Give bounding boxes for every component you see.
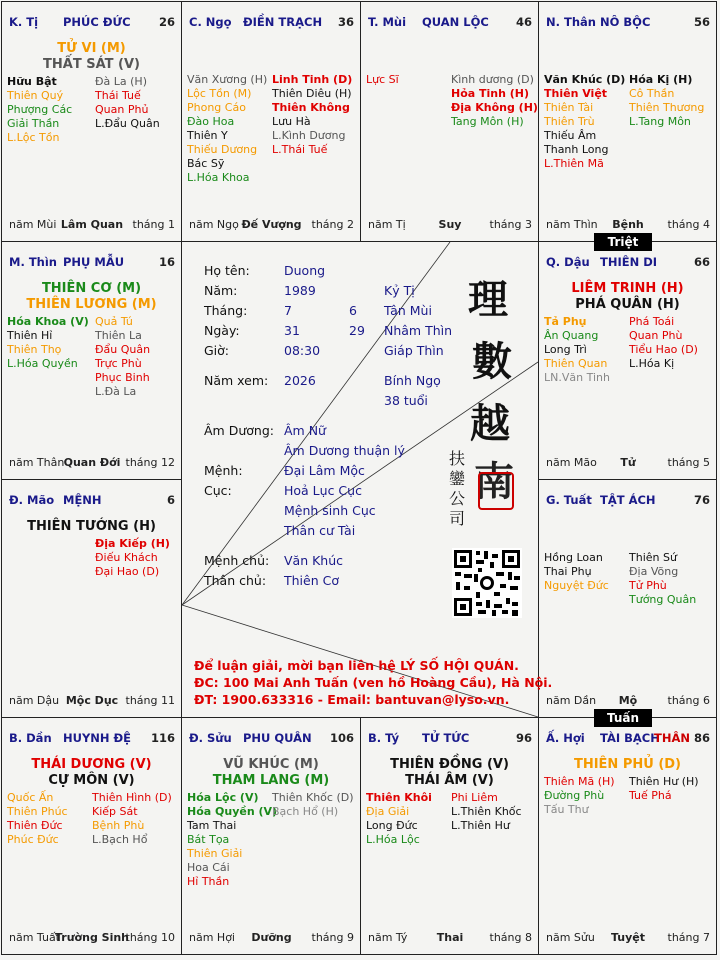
minor-star: Hữu Bật xyxy=(7,75,57,88)
cuc-value: Hoả Lục Cục xyxy=(284,483,362,498)
minor-star: Thiên Không xyxy=(272,101,350,114)
minor-star: Lộc Tồn (M) xyxy=(187,87,252,100)
palace-branch: Đ. Sửu xyxy=(189,731,232,745)
footer-stage: Mộc Dục xyxy=(65,694,119,707)
footer-year: năm Ngọ xyxy=(189,218,239,231)
palace-branch: M. Thìn xyxy=(9,255,57,269)
minor-star: Địa Kiếp (H) xyxy=(95,537,170,550)
minor-star: Đường Phù xyxy=(544,789,605,802)
minor-star: Đào Hoa xyxy=(187,115,235,128)
right-stars xyxy=(629,73,704,129)
minor-star: Thai Phụ xyxy=(544,565,592,578)
hour-value: 08:30 xyxy=(284,343,321,358)
minor-star: Điếu Khách xyxy=(95,551,158,564)
minor-star: Thiên Hình (D) xyxy=(92,791,172,804)
footer-month: tháng 11 xyxy=(125,694,175,707)
right-stars xyxy=(629,775,699,803)
palace-branch: B. Tý xyxy=(368,731,400,745)
year-label: Năm: xyxy=(204,283,238,298)
main-star: VŨ KHÚC (M) xyxy=(223,757,319,772)
minor-star: Tam Thai xyxy=(187,819,237,832)
palace-number: 116 xyxy=(150,731,175,745)
cuc-note-1: Mệnh sinh Cục xyxy=(284,503,376,518)
palace-name: QUAN LỘC xyxy=(422,15,489,29)
minor-star: Lực Sĩ xyxy=(366,73,399,86)
minor-star: Phi Liêm xyxy=(451,791,498,804)
palace-header xyxy=(546,15,710,29)
minor-star: Hóa Quyền (V) xyxy=(187,805,278,818)
palace-dan[interactable] xyxy=(2,718,181,954)
palace-number: 76 xyxy=(693,493,710,507)
day-can: Nhâm Thìn xyxy=(384,323,453,338)
main-star: THÁI ÂM (V) xyxy=(405,773,494,788)
minor-star: Tuế Phá xyxy=(629,789,672,802)
footer-year: năm Mão xyxy=(546,456,597,469)
minor-star: L.Bạch Hổ xyxy=(92,833,148,846)
contact-line-1: Để luận giải, mời bạn liên hệ LÝ SỐ HỘI QUÁN. xyxy=(194,658,519,673)
footer-stage: Mộ xyxy=(618,694,638,707)
minor-star: Cô Thần xyxy=(629,87,675,100)
view-year-value: 2026 xyxy=(284,373,316,388)
day-label: Ngày: xyxy=(204,323,240,338)
palace-header xyxy=(189,15,354,29)
calligraphy-char-1: 理 xyxy=(468,276,508,323)
palace-branch: Q. Dậu xyxy=(546,255,590,269)
palace-header xyxy=(546,255,710,269)
minor-star: Văn Xương (H) xyxy=(187,73,268,86)
minor-star: L.Thiên Hư xyxy=(451,819,510,832)
minor-star: Văn Khúc (D) xyxy=(544,73,626,86)
amduong-note: Âm Dương thuận lý xyxy=(284,443,405,458)
footer-month: tháng 2 xyxy=(311,218,354,231)
minor-star: Thiên Y xyxy=(187,129,228,142)
footer-stage: Suy xyxy=(438,218,462,231)
palace-footer xyxy=(9,218,175,231)
palace-branch: C. Ngọ xyxy=(189,15,232,29)
palace-header xyxy=(9,731,175,745)
minor-star: Quan Phù xyxy=(629,329,683,342)
main-star: THIÊN PHỦ (D) xyxy=(573,757,682,772)
minor-star: Thiên Đức xyxy=(7,819,63,832)
footer-month: tháng 4 xyxy=(667,218,710,231)
left-stars xyxy=(7,315,89,371)
minor-star: L.Hóa Khoa xyxy=(187,171,250,184)
palace-number: 66 xyxy=(693,255,710,269)
footer-year: năm Hợi xyxy=(189,931,235,944)
footer-month: tháng 1 xyxy=(132,218,175,231)
minor-star: Hỉ Thần xyxy=(187,875,230,888)
footer-stage: Lâm Quan xyxy=(60,218,124,231)
amduong-value: Âm Nữ xyxy=(284,423,326,438)
minor-star: Hồng Loan xyxy=(544,551,603,564)
minor-star: Nguyệt Đức xyxy=(544,579,609,592)
minor-star: L.Thiên Khốc xyxy=(451,805,522,818)
calligraphy-char-2: 數 xyxy=(472,338,512,385)
footer-month: tháng 9 xyxy=(311,931,354,944)
minor-star: Bát Tọa xyxy=(187,833,230,846)
minor-star: L.Hóa Kị xyxy=(629,357,675,370)
palace-footer xyxy=(546,931,710,944)
menhchu-value: Văn Khúc xyxy=(284,553,344,568)
contact-address: ĐC: 100 Mai Anh Tuấn (ven hồ Hoàng Cầu), Hà Nội. xyxy=(194,675,553,690)
right-stars xyxy=(629,551,696,607)
right-stars xyxy=(451,791,522,833)
palace-mui[interactable] xyxy=(361,2,538,241)
minor-star: Phục Binh xyxy=(95,371,150,384)
footer-stage: Tử xyxy=(620,456,636,469)
palace-footer xyxy=(546,456,710,469)
right-stars xyxy=(95,315,150,399)
palace-dau[interactable] xyxy=(539,242,716,479)
palace-footer xyxy=(368,218,532,231)
palace-ngo[interactable] xyxy=(182,2,360,241)
footer-month: tháng 3 xyxy=(489,218,532,231)
minor-star: Thiên Sứ xyxy=(629,551,677,564)
minor-star: Thiên Thọ xyxy=(7,343,62,356)
right-stars xyxy=(629,315,698,371)
footer-year: năm Thân xyxy=(9,456,65,469)
minor-star: Thiên Mã (H) xyxy=(544,775,615,788)
month-can: Tân Mùi xyxy=(384,303,432,318)
day-lunar: 29 xyxy=(349,323,365,338)
name-value: Duong xyxy=(284,263,326,278)
footer-stage: Thai xyxy=(436,931,464,944)
seal-char-4: 司 xyxy=(449,509,466,528)
right-stars xyxy=(272,73,352,157)
right-stars xyxy=(92,791,172,847)
footer-stage: Trường Sinh xyxy=(55,931,129,944)
minor-star: Bệnh Phù xyxy=(92,819,145,832)
minor-star: Kiếp Sát xyxy=(92,805,138,818)
palace-name: TỬ TỨC xyxy=(422,731,470,745)
view-year-can: Bính Ngọ xyxy=(384,373,441,388)
minor-star: Lưu Hà xyxy=(272,115,311,128)
minor-star: L.Thiên Mã xyxy=(544,157,604,170)
age-value: 38 tuổi xyxy=(384,393,428,408)
palace-footer xyxy=(189,931,354,944)
palace-footer xyxy=(189,218,354,231)
palace-name: ĐIỀN TRẠCH xyxy=(243,15,323,29)
year-can: Kỷ Tị xyxy=(384,283,415,298)
month-solar: 7 xyxy=(284,303,292,318)
minor-star: Linh Tinh (D) xyxy=(272,73,353,86)
minor-star: Bạch Hổ (H) xyxy=(272,805,339,818)
year-value: 1989 xyxy=(284,283,316,298)
palace-than[interactable] xyxy=(539,2,716,241)
palace-number: 26 xyxy=(158,15,175,29)
palace-number: 6 xyxy=(166,493,175,507)
calligraphy-char-4: 南 xyxy=(474,458,514,505)
footer-month: tháng 8 xyxy=(489,931,532,944)
minor-star: L.Lộc Tồn xyxy=(7,131,60,144)
menh-value: Đại Lâm Mộc xyxy=(284,463,365,478)
right-stars xyxy=(95,537,170,579)
minor-star: Hóa Kị (H) xyxy=(629,73,693,86)
palace-number: 106 xyxy=(329,731,354,745)
thanchu-label: Thân chủ: xyxy=(204,573,267,588)
menhchu-label: Mệnh chủ: xyxy=(204,553,270,568)
palace-name: PHÚC ĐỨC xyxy=(63,15,131,29)
main-star: THIÊN CƠ (M) xyxy=(41,281,142,296)
footer-stage: Bệnh xyxy=(612,218,644,231)
palace-ty[interactable] xyxy=(361,718,538,954)
footer-year: năm Mùi xyxy=(9,218,57,231)
minor-star: Long Đức xyxy=(366,819,418,832)
left-stars xyxy=(544,551,609,593)
right-stars xyxy=(451,73,538,129)
minor-star: Tử Phù xyxy=(629,579,667,592)
palace-header xyxy=(9,255,175,269)
seal-char-3: 公 xyxy=(449,489,466,508)
hour-can: Giáp Thìn xyxy=(384,343,444,358)
minor-star: Trực Phù xyxy=(95,357,142,370)
palace-footer xyxy=(546,218,710,231)
footer-year: năm Tý xyxy=(368,931,408,944)
main-star: LIÊM TRINH (H) xyxy=(571,281,684,296)
footer-stage: Đế Vượng xyxy=(241,218,302,231)
palace-header xyxy=(546,731,710,745)
footer-year: năm Thìn xyxy=(546,218,598,231)
palace-number: 96 xyxy=(515,731,532,745)
minor-star: Thiên Giải xyxy=(187,847,243,860)
palace-name: HUYNH ĐỆ xyxy=(63,731,132,745)
minor-star: Tấu Thư xyxy=(544,803,589,816)
minor-star: Phá Toái xyxy=(629,315,675,328)
minor-star: Ân Quang xyxy=(544,329,599,342)
calligraphy-char-3: 越 xyxy=(470,400,510,447)
palace-branch: N. Thân xyxy=(546,15,596,29)
hour-label: Giờ: xyxy=(204,343,230,358)
main-star: TỬ VI (M) xyxy=(57,41,126,56)
footer-stage: Dưỡng xyxy=(251,931,292,944)
palace-name: THIÊN DI xyxy=(600,255,658,269)
palace-number: 56 xyxy=(693,15,710,29)
palace-header xyxy=(9,15,175,29)
minor-star: Đà La (H) xyxy=(95,75,147,88)
palace-hoi[interactable] xyxy=(539,718,716,954)
left-stars xyxy=(544,73,625,171)
minor-star: Thiên Tài xyxy=(544,101,594,114)
left-stars xyxy=(544,315,610,385)
left-stars xyxy=(366,73,399,87)
palace-branch: T. Mùi xyxy=(368,15,407,29)
palace-footer xyxy=(546,694,710,707)
palace-branch: K. Tị xyxy=(9,15,39,29)
main-star: PHÁ QUÂN (H) xyxy=(575,297,680,312)
main-star: THIÊN TƯỚNG (H) xyxy=(27,519,156,534)
left-stars xyxy=(366,791,432,847)
footer-month: tháng 6 xyxy=(667,694,710,707)
palace-branch: G. Tuất xyxy=(546,493,592,507)
minor-star: Thiên Phúc xyxy=(7,805,68,818)
minor-star: Kình dương (D) xyxy=(451,73,534,86)
palace-thin[interactable] xyxy=(2,242,181,479)
seal-char-1: 扶 xyxy=(449,449,466,468)
minor-star: Phượng Các xyxy=(7,103,73,116)
minor-star: Phúc Đức xyxy=(7,833,59,846)
left-stars xyxy=(187,73,267,185)
palace-header xyxy=(368,15,532,29)
palace-name: TẬT ÁCH xyxy=(600,493,656,507)
minor-star: Thanh Long xyxy=(544,143,609,156)
minor-star: Thiên Thương xyxy=(629,101,705,114)
main-star: THẤT SÁT (V) xyxy=(43,57,140,72)
main-star: THIÊN LƯƠNG (M) xyxy=(26,297,157,312)
minor-star: Phong Cáo xyxy=(187,101,246,114)
footer-year: năm Tị xyxy=(368,218,406,231)
main-star: THAM LANG (M) xyxy=(212,773,330,788)
palace-header xyxy=(189,731,354,745)
footer-stage: Tuyệt xyxy=(610,931,645,944)
minor-star: Tiểu Hao (D) xyxy=(629,343,698,356)
than-marker: THÂN xyxy=(654,731,690,745)
palace-mao[interactable] xyxy=(2,480,181,717)
palace-tuat[interactable] xyxy=(539,480,716,717)
minor-star: Thiên Diêu (H) xyxy=(272,87,352,100)
minor-star: Thái Tuế xyxy=(95,89,141,102)
triet-badge: Triệt xyxy=(594,233,652,251)
palace-footer xyxy=(9,694,175,707)
minor-star: Thiên Quan xyxy=(544,357,608,370)
minor-star: L.Hóa Quyền xyxy=(7,357,78,370)
minor-star: Địa Giải xyxy=(366,805,410,818)
amduong-label: Âm Dương: xyxy=(204,423,274,438)
footer-month: tháng 5 xyxy=(667,456,710,469)
minor-star: Hoa Cái xyxy=(187,861,230,874)
minor-star: Đẩu Quân xyxy=(95,343,151,356)
footer-year: năm Tuất xyxy=(9,931,60,944)
palace-footer xyxy=(9,931,175,944)
minor-star: Hóa Lộc (V) xyxy=(187,791,259,804)
palace-footer xyxy=(368,931,532,944)
cuc-label: Cục: xyxy=(204,483,232,498)
minor-star: Tả Phụ xyxy=(544,315,587,328)
footer-month: tháng 7 xyxy=(667,931,710,944)
palace-branch: Đ. Mão xyxy=(9,493,55,507)
minor-star: Long Trì xyxy=(544,343,587,356)
footer-year: năm Dậu xyxy=(9,694,60,707)
palace-name: TÀI BẠCH xyxy=(600,731,660,745)
palace-name: PHU QUÂN xyxy=(243,731,312,745)
name-label: Họ tên: xyxy=(204,263,250,278)
footer-year: năm Dần xyxy=(546,694,597,707)
left-stars xyxy=(7,791,68,847)
palace-name: PHỤ MẪU xyxy=(63,255,125,269)
seal-char-2: 鑾 xyxy=(449,469,466,488)
palace-branch: Ấ. Hợi xyxy=(546,731,585,745)
main-star: CỰ MÔN (V) xyxy=(48,773,135,788)
thanchu-value: Thiên Cơ xyxy=(284,573,339,588)
menh-label: Mệnh: xyxy=(204,463,243,478)
palace-name: MỆNH xyxy=(63,493,102,507)
day-solar: 31 xyxy=(284,323,300,338)
footer-month: tháng 10 xyxy=(125,931,175,944)
main-star: THÁI DƯƠNG (V) xyxy=(31,757,152,772)
main-star: THIÊN ĐỒNG (V) xyxy=(390,757,509,772)
minor-star: Thiếu Âm xyxy=(544,129,597,142)
minor-star: Tướng Quân xyxy=(629,593,697,606)
minor-star: L.Đẩu Quân xyxy=(95,117,160,130)
palace-number: 16 xyxy=(158,255,175,269)
left-stars xyxy=(187,791,277,889)
palace-suu[interactable] xyxy=(182,718,360,954)
minor-star: Hỏa Tinh (H) xyxy=(451,87,530,100)
palace-footer xyxy=(9,456,175,469)
red-seal-icon xyxy=(478,472,514,510)
palace-header xyxy=(546,493,710,507)
minor-star: L.Kình Dương xyxy=(272,129,346,142)
minor-star: Thiên Việt xyxy=(544,87,608,100)
minor-star: Địa Võng xyxy=(629,565,679,578)
footer-month: tháng 12 xyxy=(125,456,175,469)
minor-star: Thiên Hư (H) xyxy=(629,775,699,788)
footer-stage: Quan Đới xyxy=(63,456,121,469)
minor-star: L.Tang Môn xyxy=(629,115,691,128)
tuan-badge: Tuấn xyxy=(594,709,652,727)
minor-star: L.Hóa Lộc xyxy=(366,833,420,846)
minor-star: L.Đà La xyxy=(95,385,137,398)
footer-year: năm Sửu xyxy=(546,931,595,944)
palace-header xyxy=(368,731,532,745)
palace-ti[interactable] xyxy=(2,2,181,241)
right-stars xyxy=(272,791,354,819)
minor-star: Thiên Khốc (D) xyxy=(272,791,354,804)
minor-star: Quốc Ấn xyxy=(7,791,54,804)
left-stars xyxy=(7,75,72,145)
minor-star: Giải Thần xyxy=(7,117,60,130)
minor-star: Thiên La xyxy=(95,329,142,342)
minor-star: Địa Không (H) xyxy=(451,101,538,114)
palace-branch: B. Dần xyxy=(9,731,52,745)
palace-number: 86 xyxy=(693,731,710,745)
palace-number: 46 xyxy=(515,15,532,29)
left-stars xyxy=(544,775,615,817)
palace-name: NÔ BỘC xyxy=(600,15,651,29)
minor-star: L.Thái Tuế xyxy=(272,143,328,156)
minor-star: Hóa Khoa (V) xyxy=(7,315,89,328)
minor-star: Thiên Quý xyxy=(7,89,64,102)
month-lunar: 6 xyxy=(349,303,357,318)
view-year-label: Năm xem: xyxy=(204,373,269,388)
minor-star: Tang Môn (H) xyxy=(451,115,524,128)
minor-star: Đại Hao (D) xyxy=(95,565,160,578)
palace-header xyxy=(9,493,175,507)
contact-phone-email[interactable]: ĐT: 1900.633316 - Email: bantuvan@lyso.vn. xyxy=(194,692,510,707)
month-label: Tháng: xyxy=(204,303,248,318)
minor-star: Quan Phủ xyxy=(95,103,149,116)
minor-star: LN.Văn Tinh xyxy=(544,371,610,384)
qr-code-icon[interactable] xyxy=(452,548,522,618)
minor-star: Quả Tú xyxy=(95,315,133,328)
minor-star: Thiếu Dương xyxy=(187,143,258,156)
minor-star: Thiên Khôi xyxy=(366,791,432,804)
minor-star: Thiên Trù xyxy=(544,115,595,128)
cuc-note-2: Thân cư Tài xyxy=(284,523,356,538)
palace-number: 36 xyxy=(337,15,354,29)
minor-star: Bác Sỹ xyxy=(187,157,225,170)
minor-star: Thiên Hỉ xyxy=(7,329,53,342)
right-stars xyxy=(95,75,160,131)
